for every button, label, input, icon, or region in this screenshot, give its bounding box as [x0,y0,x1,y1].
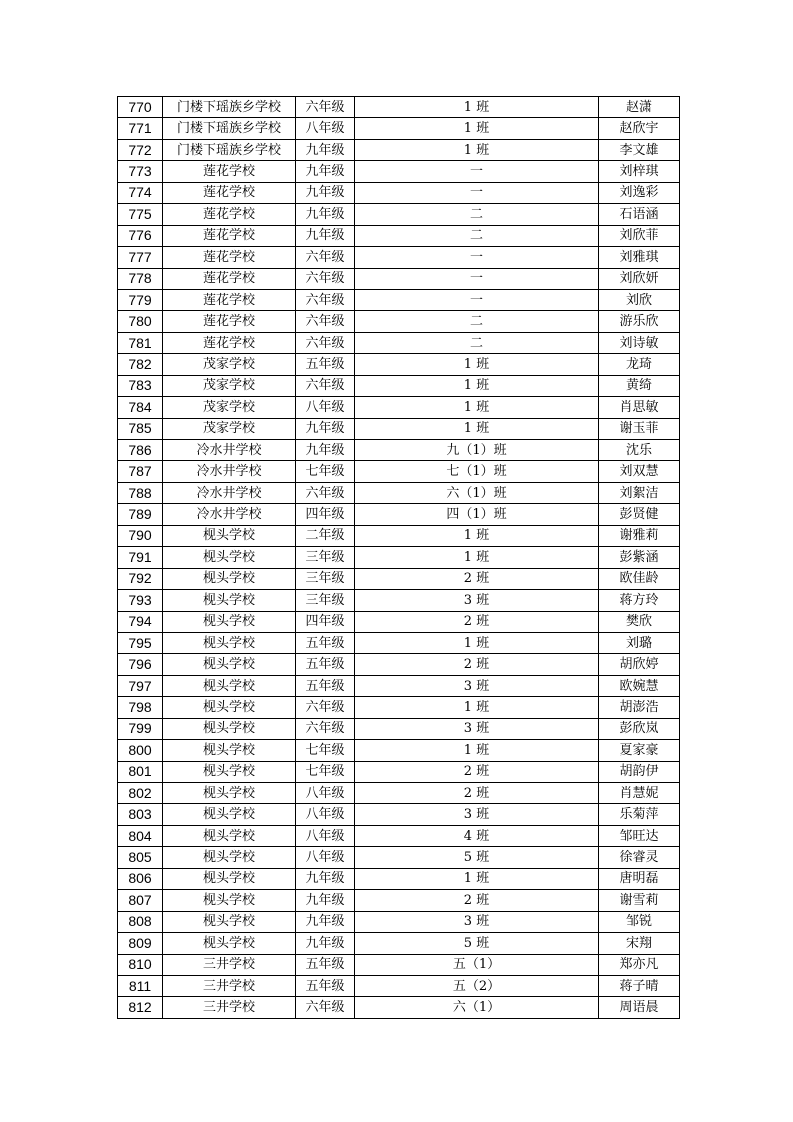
class-cell: 六（1）班 [355,482,599,503]
class-cell: 2 班 [355,568,599,589]
student-name-cell: 夏家豪 [599,740,680,761]
class-cell: 1 班 [355,525,599,546]
table-row [118,547,680,568]
class-cell: 二 [355,204,599,225]
row-number-cell: 777 [118,247,163,268]
school-cell: 莲花学校 [163,289,296,310]
student-name-cell: 肖思敏 [599,397,680,418]
row-number-cell: 774 [118,182,163,203]
school-cell: 枧头学校 [163,611,296,632]
row-number-cell: 772 [118,139,163,160]
grade-cell: 八年级 [296,397,355,418]
class-cell: 一 [355,289,599,310]
table-row [118,139,680,160]
school-cell: 门楼下瑶族乡学校 [163,139,296,160]
student-name-cell: 蒋方玲 [599,590,680,611]
class-cell: 1 班 [355,397,599,418]
row-number-cell: 794 [118,611,163,632]
grade-cell: 三年级 [296,590,355,611]
class-cell: 二 [355,332,599,353]
student-name-cell: 胡欣婷 [599,654,680,675]
school-cell: 莲花学校 [163,182,296,203]
row-number-cell: 805 [118,847,163,868]
student-name-cell: 沈乐 [599,440,680,461]
table-row [118,225,680,246]
table-row [118,354,680,375]
row-number-cell: 806 [118,868,163,889]
table-row [118,204,680,225]
class-cell: 5 班 [355,847,599,868]
class-cell: 3 班 [355,718,599,739]
school-cell: 枧头学校 [163,825,296,846]
school-cell: 莲花学校 [163,311,296,332]
grade-cell: 九年级 [296,418,355,439]
school-cell: 茂家学校 [163,418,296,439]
student-name-cell: 刘雅琪 [599,247,680,268]
row-number-cell: 776 [118,225,163,246]
grade-cell: 三年级 [296,547,355,568]
class-cell: 四（1）班 [355,504,599,525]
school-cell: 枧头学校 [163,525,296,546]
grade-cell: 九年级 [296,440,355,461]
grade-cell: 六年级 [296,375,355,396]
student-name-cell: 肖慧妮 [599,783,680,804]
table-row [118,847,680,868]
class-cell: 4 班 [355,825,599,846]
grade-cell: 五年级 [296,354,355,375]
class-cell: 1 班 [355,632,599,653]
student-roster-table [117,96,680,1019]
class-cell: 一 [355,268,599,289]
student-name-cell: 刘逸彩 [599,182,680,203]
student-name-cell: 郑亦凡 [599,954,680,975]
table-row [118,525,680,546]
grade-cell: 九年级 [296,161,355,182]
school-cell: 枧头学校 [163,590,296,611]
row-number-cell: 809 [118,933,163,954]
grade-cell: 六年级 [296,697,355,718]
grade-cell: 七年级 [296,740,355,761]
school-cell: 莲花学校 [163,247,296,268]
class-cell: 1 班 [355,118,599,139]
row-number-cell: 793 [118,590,163,611]
row-number-cell: 812 [118,997,163,1018]
student-name-cell: 刘欣 [599,289,680,310]
table-row [118,975,680,996]
student-name-cell: 宋翔 [599,933,680,954]
class-cell: 一 [355,247,599,268]
grade-cell: 九年级 [296,933,355,954]
row-number-cell: 780 [118,311,163,332]
student-name-cell: 彭欣岚 [599,718,680,739]
table-row [118,182,680,203]
school-cell: 枧头学校 [163,868,296,889]
school-cell: 冷水井学校 [163,504,296,525]
table-row [118,568,680,589]
student-name-cell: 徐睿灵 [599,847,680,868]
row-number-cell: 788 [118,482,163,503]
class-cell: 2 班 [355,654,599,675]
student-name-cell: 刘璐 [599,632,680,653]
class-cell: 2 班 [355,890,599,911]
student-name-cell: 龙琦 [599,354,680,375]
school-cell: 冷水井学校 [163,440,296,461]
school-cell: 三井学校 [163,975,296,996]
student-name-cell: 刘絮洁 [599,482,680,503]
table-row [118,504,680,525]
student-name-cell: 乐菊萍 [599,804,680,825]
school-cell: 茂家学校 [163,354,296,375]
grade-cell: 六年级 [296,97,355,118]
class-cell: 一 [355,161,599,182]
student-name-cell: 赵潇 [599,97,680,118]
table-row [118,675,680,696]
class-cell: 九（1）班 [355,440,599,461]
row-number-cell: 796 [118,654,163,675]
grade-cell: 六年级 [296,268,355,289]
table-row [118,289,680,310]
student-name-cell: 蒋子晴 [599,975,680,996]
student-name-cell: 刘诗敏 [599,332,680,353]
table-row [118,740,680,761]
class-cell: 2 班 [355,611,599,632]
class-cell: 一 [355,182,599,203]
row-number-cell: 800 [118,740,163,761]
student-name-cell: 欧佳龄 [599,568,680,589]
table-row [118,933,680,954]
class-cell: 2 班 [355,761,599,782]
grade-cell: 九年级 [296,204,355,225]
table-row [118,418,680,439]
row-number-cell: 791 [118,547,163,568]
student-name-cell: 李文雄 [599,139,680,160]
class-cell: 3 班 [355,590,599,611]
grade-cell: 六年级 [296,247,355,268]
school-cell: 茂家学校 [163,375,296,396]
table-row [118,654,680,675]
class-cell: 3 班 [355,911,599,932]
school-cell: 枧头学校 [163,847,296,868]
grade-cell: 七年级 [296,761,355,782]
class-cell: 1 班 [355,697,599,718]
table-row [118,440,680,461]
row-number-cell: 792 [118,568,163,589]
class-cell: 六（1） [355,997,599,1018]
table-row [118,697,680,718]
school-cell: 莲花学校 [163,332,296,353]
class-cell: 1 班 [355,97,599,118]
row-number-cell: 783 [118,375,163,396]
school-cell: 枧头学校 [163,933,296,954]
grade-cell: 六年级 [296,997,355,1018]
row-number-cell: 785 [118,418,163,439]
grade-cell: 二年级 [296,525,355,546]
roster-body [118,97,680,1019]
student-name-cell: 彭贤健 [599,504,680,525]
class-cell: 1 班 [355,868,599,889]
row-number-cell: 775 [118,204,163,225]
table-row [118,825,680,846]
row-number-cell: 786 [118,440,163,461]
student-name-cell: 胡澎浩 [599,697,680,718]
table-row [118,482,680,503]
grade-cell: 三年级 [296,568,355,589]
class-cell: 1 班 [355,354,599,375]
row-number-cell: 784 [118,397,163,418]
row-number-cell: 787 [118,461,163,482]
row-number-cell: 811 [118,975,163,996]
school-cell: 门楼下瑶族乡学校 [163,118,296,139]
school-cell: 枧头学校 [163,632,296,653]
student-name-cell: 谢玉菲 [599,418,680,439]
school-cell: 枧头学校 [163,675,296,696]
table-row [118,97,680,118]
table-row [118,247,680,268]
grade-cell: 九年级 [296,868,355,889]
table-row [118,332,680,353]
student-name-cell: 谢雪莉 [599,890,680,911]
table-row [118,397,680,418]
row-number-cell: 810 [118,954,163,975]
grade-cell: 五年级 [296,632,355,653]
table-row [118,783,680,804]
grade-cell: 九年级 [296,182,355,203]
table-row [118,890,680,911]
class-cell: 1 班 [355,547,599,568]
student-name-cell: 胡韵伊 [599,761,680,782]
school-cell: 茂家学校 [163,397,296,418]
row-number-cell: 807 [118,890,163,911]
student-name-cell: 周语晨 [599,997,680,1018]
school-cell: 枧头学校 [163,654,296,675]
class-cell: 2 班 [355,783,599,804]
class-cell: 七（1）班 [355,461,599,482]
class-cell: 5 班 [355,933,599,954]
student-name-cell: 刘双慧 [599,461,680,482]
student-name-cell: 邹锐 [599,911,680,932]
grade-cell: 五年级 [296,954,355,975]
row-number-cell: 795 [118,632,163,653]
grade-cell: 五年级 [296,675,355,696]
school-cell: 莲花学校 [163,204,296,225]
grade-cell: 九年级 [296,139,355,160]
school-cell: 冷水井学校 [163,461,296,482]
table-row [118,590,680,611]
grade-cell: 六年级 [296,311,355,332]
school-cell: 三井学校 [163,954,296,975]
school-cell: 枧头学校 [163,547,296,568]
row-number-cell: 770 [118,97,163,118]
class-cell: 五（1） [355,954,599,975]
row-number-cell: 801 [118,761,163,782]
grade-cell: 五年级 [296,654,355,675]
table-row [118,311,680,332]
grade-cell: 八年级 [296,783,355,804]
school-cell: 莲花学校 [163,161,296,182]
school-cell: 三井学校 [163,997,296,1018]
school-cell: 枧头学校 [163,804,296,825]
student-name-cell: 黄绮 [599,375,680,396]
school-cell: 枧头学校 [163,697,296,718]
table-row [118,911,680,932]
table-row [118,268,680,289]
class-cell: 1 班 [355,740,599,761]
table-row [118,118,680,139]
table-row [118,632,680,653]
student-name-cell: 刘梓琪 [599,161,680,182]
student-name-cell: 彭紫涵 [599,547,680,568]
row-number-cell: 798 [118,697,163,718]
grade-cell: 六年级 [296,289,355,310]
grade-cell: 七年级 [296,461,355,482]
grade-cell: 九年级 [296,225,355,246]
table-row [118,611,680,632]
table-row [118,761,680,782]
school-cell: 枧头学校 [163,740,296,761]
student-name-cell: 游乐欣 [599,311,680,332]
school-cell: 莲花学校 [163,225,296,246]
grade-cell: 四年级 [296,504,355,525]
row-number-cell: 802 [118,783,163,804]
table-row [118,954,680,975]
row-number-cell: 808 [118,911,163,932]
row-number-cell: 804 [118,825,163,846]
table-row [118,997,680,1018]
table-row [118,461,680,482]
class-cell: 1 班 [355,418,599,439]
student-name-cell: 谢雅莉 [599,525,680,546]
class-cell: 1 班 [355,375,599,396]
grade-cell: 六年级 [296,718,355,739]
grade-cell: 八年级 [296,847,355,868]
student-name-cell: 刘欣菲 [599,225,680,246]
school-cell: 枧头学校 [163,911,296,932]
row-number-cell: 803 [118,804,163,825]
class-cell: 3 班 [355,675,599,696]
school-cell: 冷水井学校 [163,482,296,503]
student-name-cell: 赵欣宇 [599,118,680,139]
student-name-cell: 石语涵 [599,204,680,225]
class-cell: 二 [355,225,599,246]
row-number-cell: 797 [118,675,163,696]
school-cell: 枧头学校 [163,568,296,589]
class-cell: 1 班 [355,139,599,160]
student-name-cell: 欧婉慧 [599,675,680,696]
grade-cell: 九年级 [296,911,355,932]
table-row [118,804,680,825]
school-cell: 枧头学校 [163,890,296,911]
row-number-cell: 799 [118,718,163,739]
table-row [118,718,680,739]
table-row [118,161,680,182]
grade-cell: 八年级 [296,118,355,139]
student-name-cell: 刘欣妍 [599,268,680,289]
table-row [118,375,680,396]
school-cell: 莲花学校 [163,268,296,289]
row-number-cell: 790 [118,525,163,546]
school-cell: 枧头学校 [163,783,296,804]
grade-cell: 四年级 [296,611,355,632]
grade-cell: 八年级 [296,804,355,825]
row-number-cell: 771 [118,118,163,139]
school-cell: 枧头学校 [163,718,296,739]
school-cell: 枧头学校 [163,761,296,782]
row-number-cell: 773 [118,161,163,182]
student-name-cell: 唐明磊 [599,868,680,889]
grade-cell: 五年级 [296,975,355,996]
class-cell: 二 [355,311,599,332]
grade-cell: 八年级 [296,825,355,846]
grade-cell: 六年级 [296,482,355,503]
grade-cell: 九年级 [296,890,355,911]
class-cell: 3 班 [355,804,599,825]
table-row [118,868,680,889]
class-cell: 五（2） [355,975,599,996]
student-name-cell: 樊欣 [599,611,680,632]
student-name-cell: 邹旺达 [599,825,680,846]
row-number-cell: 789 [118,504,163,525]
row-number-cell: 782 [118,354,163,375]
grade-cell: 六年级 [296,332,355,353]
row-number-cell: 778 [118,268,163,289]
row-number-cell: 779 [118,289,163,310]
school-cell: 门楼下瑶族乡学校 [163,97,296,118]
row-number-cell: 781 [118,332,163,353]
